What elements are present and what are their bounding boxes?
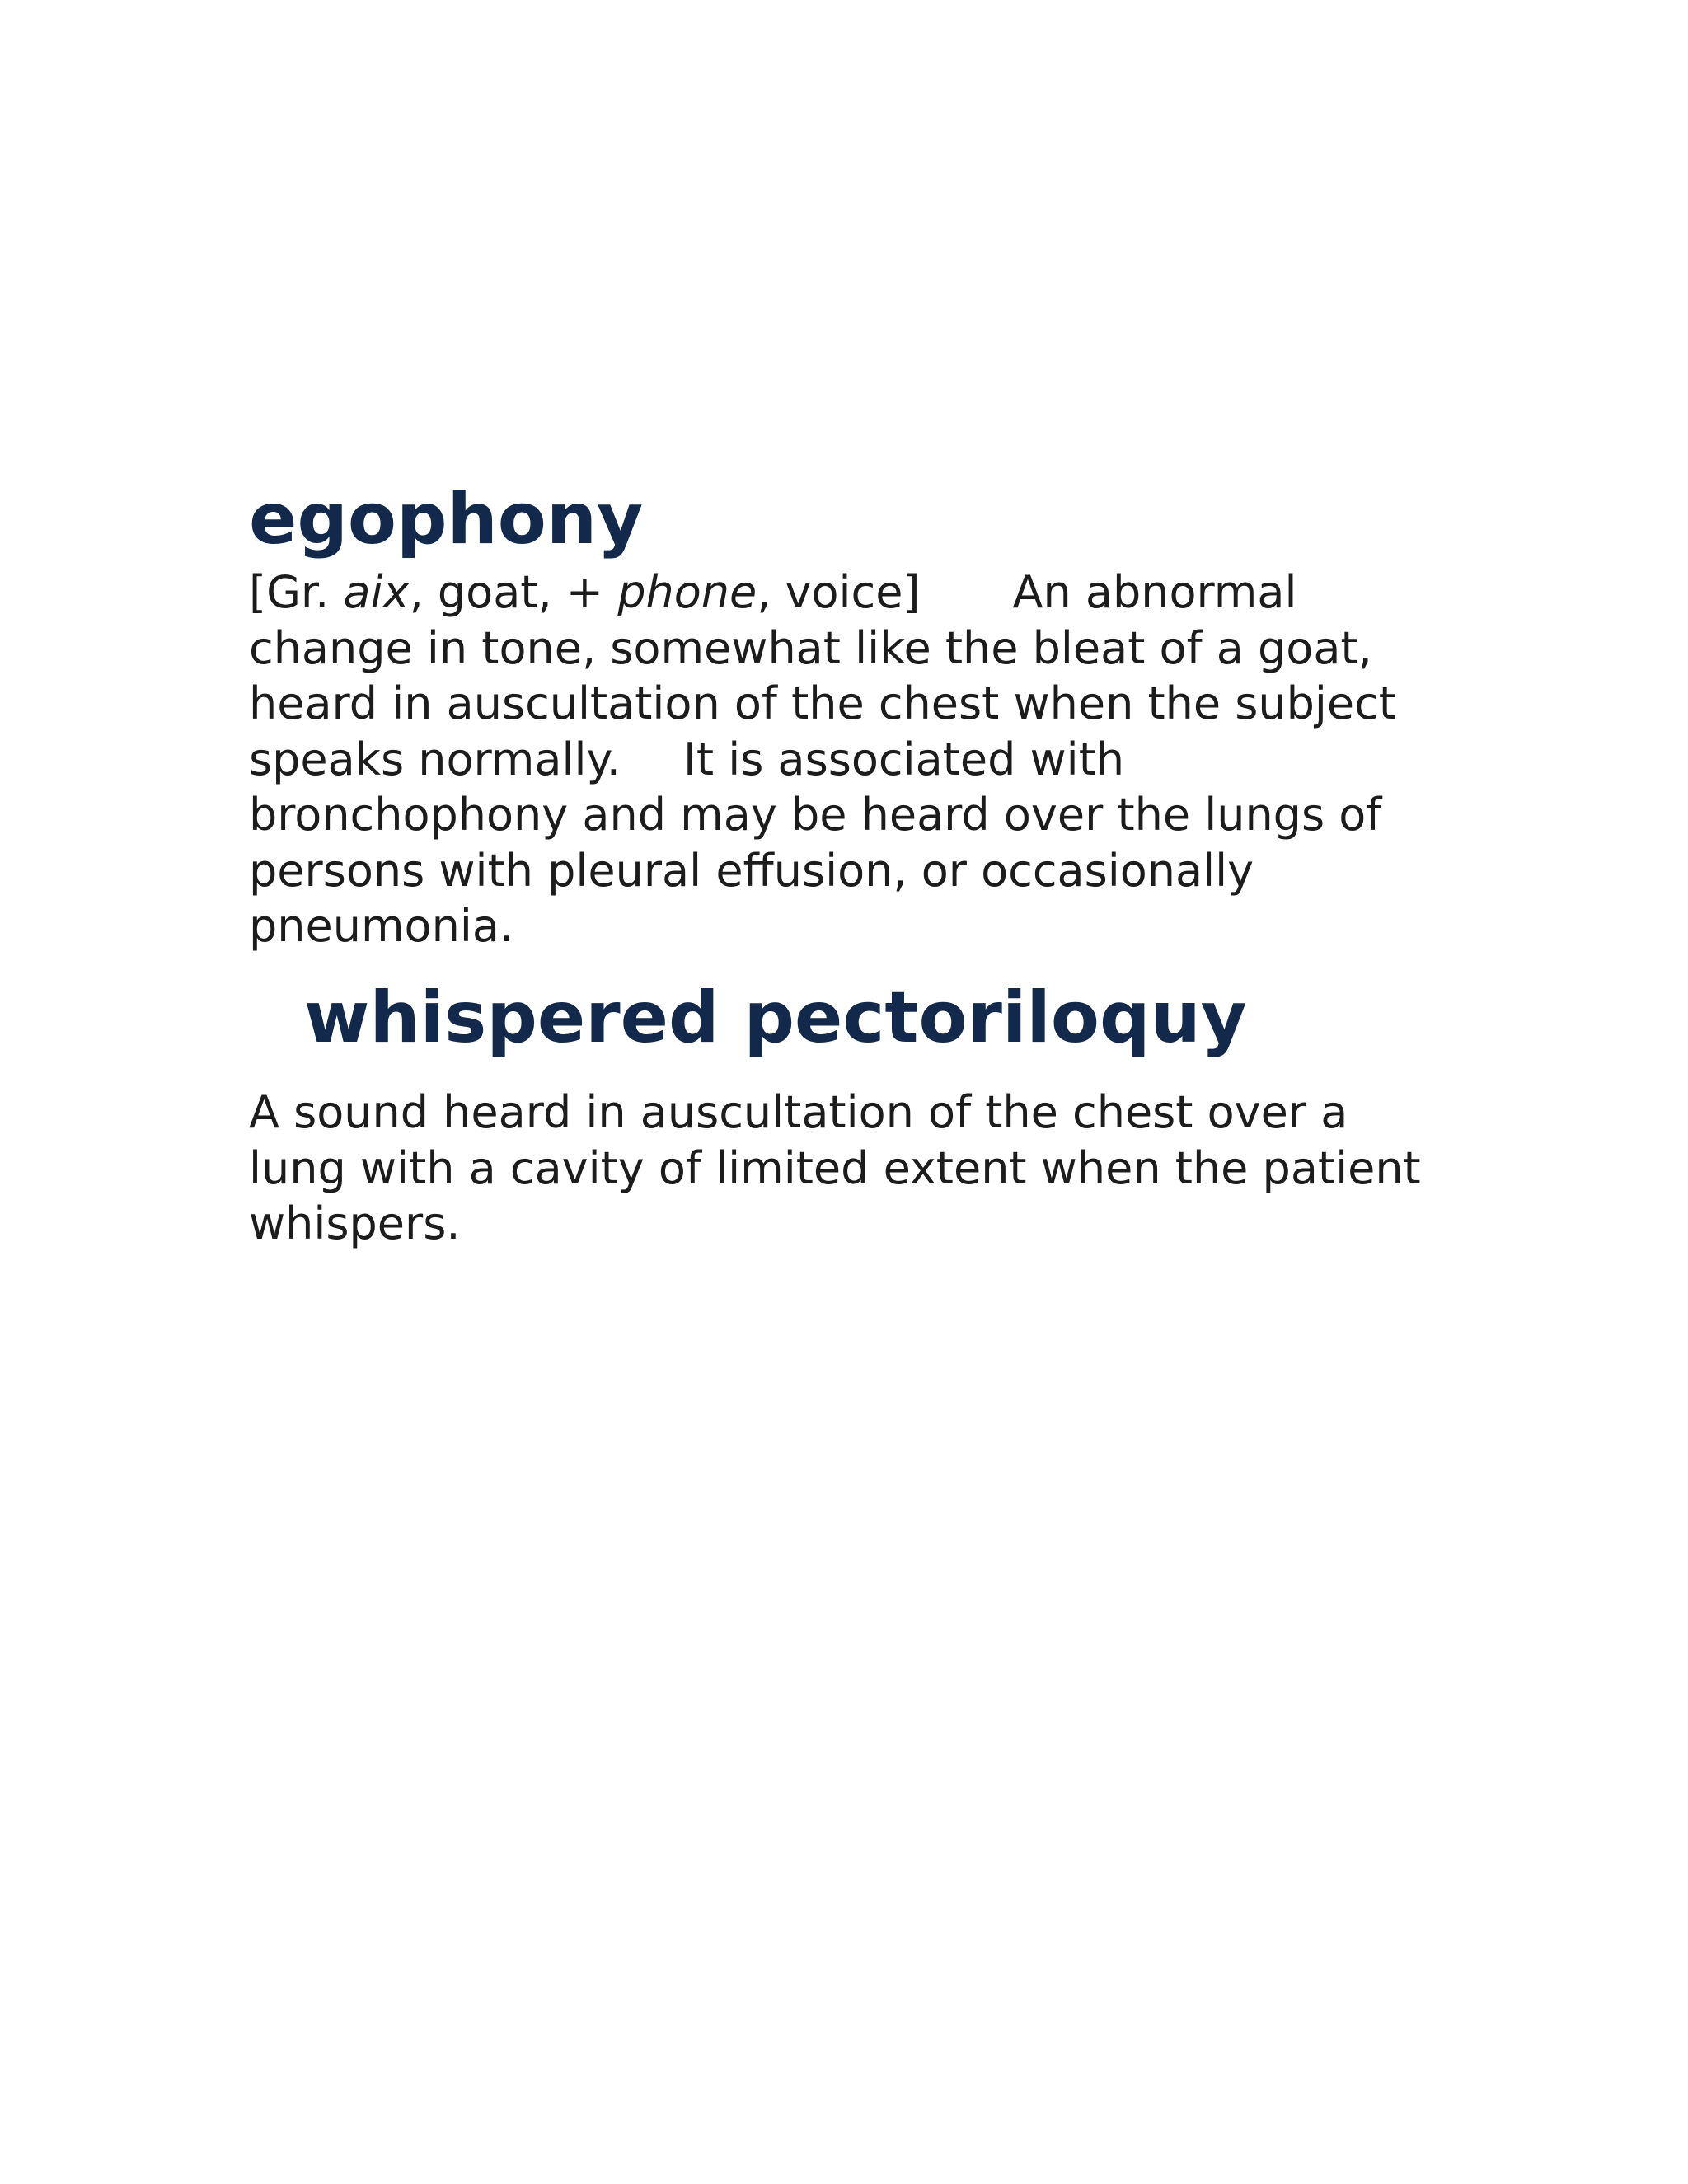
etymology-open: [Gr. [249,566,344,618]
entry-definition: A sound heard in auscultation of the chest over a lung with a cavity of limited extent when the patient whispers. [249,1086,1421,1249]
dictionary-entry-egophony [249,474,1452,954]
definition-sentence-1: An abnormal change in tone, somewhat like the bleat of a goat, heard in auscultation of the chest when the subject speaks normally. [249,566,1396,785]
etymology-word-phone: phone [617,566,757,618]
etymology-word-aix: aix [343,566,410,618]
etymology-gloss-voice: , voice] [757,566,921,618]
entry-term: egophony [249,478,644,560]
entry-definition [249,565,1452,954]
definition-sentence-2: It is associated with bronchophony and may be heard over the lungs of persons with pleural effusion, or occasionally pneumonia. [249,733,1382,952]
dictionary-entry-whispered-pectoriloquy [249,972,1452,1252]
entry-term: whispered pectoriloquy [304,977,1247,1059]
etymology-gloss-goat: , goat, + [409,566,618,618]
